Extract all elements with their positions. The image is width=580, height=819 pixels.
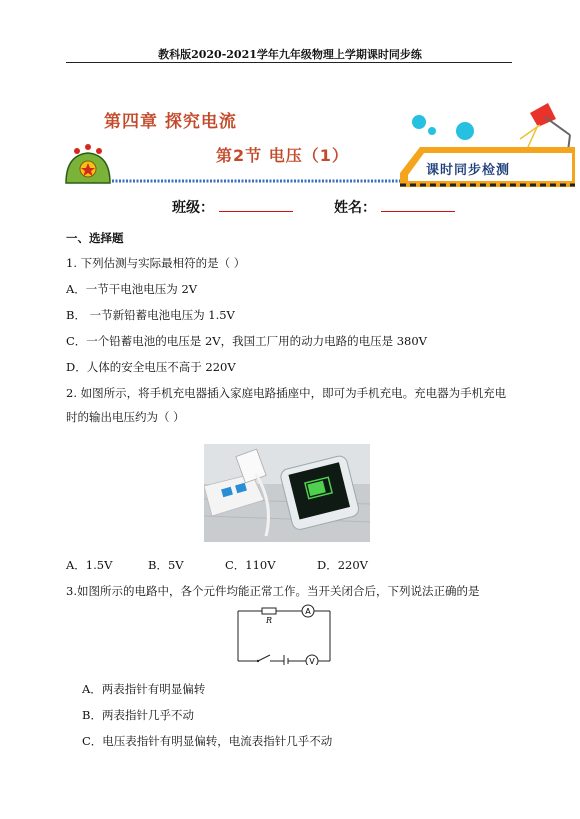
- section-heading: 一、选择题: [66, 231, 124, 245]
- question-1-option-d: D．人体的安全电压不高于 220V: [66, 360, 236, 374]
- star-hill-icon: [66, 144, 110, 183]
- question-2-stem-line2: 时的输出电压约为（ ）: [66, 410, 185, 424]
- banner-label: 课时同步检测: [426, 163, 511, 178]
- chapter-title: 第四章 探究电流: [104, 112, 237, 132]
- question-3-option-c: C．电压表指针有明显偏转，电流表指针几乎不动: [82, 734, 333, 748]
- document-header: 教科版2020-2021学年九年级物理上学期课时同步练: [158, 48, 422, 61]
- class-label: 班级：: [172, 200, 214, 216]
- switch-icon: [258, 655, 270, 661]
- ammeter-label: A: [305, 607, 311, 616]
- question-2-option-c: C．110V: [225, 558, 276, 572]
- question-2-option-a: A．1.5V: [66, 558, 113, 572]
- question-1-option-b: B． 一节新铅蓄电池电压为 1.5V: [66, 308, 235, 322]
- question-1-option-a: A．一节干电池电压为 2V: [66, 282, 198, 296]
- bubbles-icon: [412, 115, 474, 140]
- phone-charger-photo: [204, 444, 370, 542]
- circuit-diagram: [236, 603, 332, 665]
- header-rule: [66, 62, 512, 63]
- question-3-option-a: A．两表指针有明显偏转: [82, 682, 206, 696]
- question-2-option-d: D．220V: [317, 558, 368, 572]
- question-3-stem: 3.如图所示的电路中，各个元件均能正常工作。当开关闭合后，下列说法正确的是: [66, 584, 480, 598]
- question-1-stem: 1. 下列估测与实际最相符的是（ ）: [66, 256, 246, 270]
- question-3-option-b: B．两表指针几乎不动: [82, 708, 194, 722]
- resistor-icon: [262, 608, 276, 614]
- class-blank: [219, 211, 293, 212]
- question-2-stem-line1: 2. 如图所示，将手机充电器插入家庭电路插座中，即可为手机充电。充电器为手机充电: [66, 386, 507, 400]
- name-label: 姓名：: [334, 200, 376, 216]
- question-2-option-b: B．5V: [148, 558, 184, 572]
- question-1-option-c: C．一个铅蓄电池的电压是 2V，我国工厂用的动力电路的电压是 380V: [66, 334, 427, 348]
- voltmeter-label: V: [309, 657, 315, 665]
- section-title: 第2节 电压（1）: [216, 146, 349, 165]
- name-blank: [381, 211, 455, 212]
- resistor-label: R: [266, 616, 273, 625]
